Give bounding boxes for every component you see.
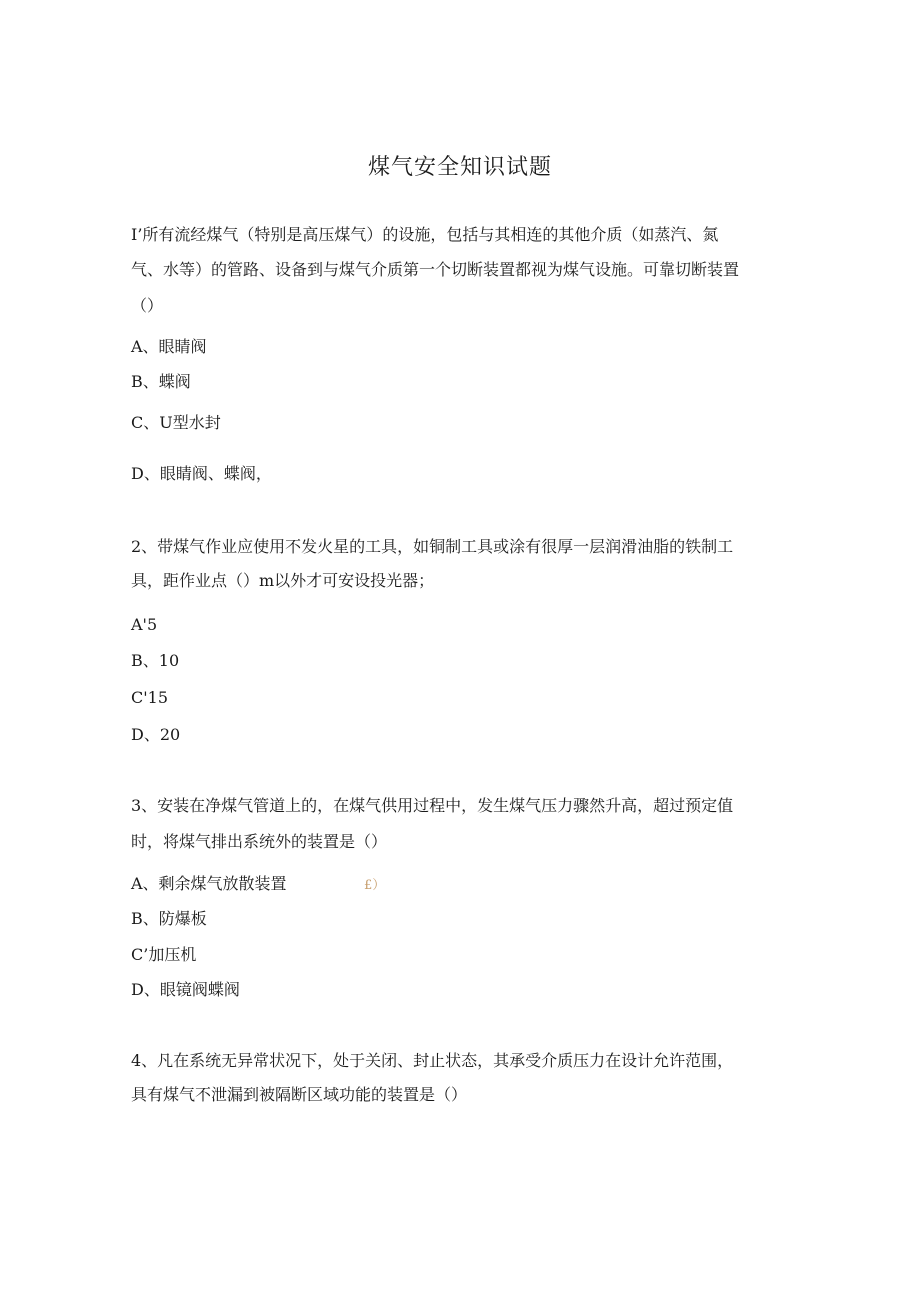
question-1-option-d: D、眼睛阀、蝶阀， (131, 464, 272, 483)
question-2-option-a: A'5 (131, 615, 158, 634)
question-3-option-b: B、防爆板 (131, 909, 207, 928)
question-1-option-b: B、蝶阀 (131, 372, 191, 391)
question-2-stem-line-2: 具，距作业点（）m以外才可安设投光器； (131, 571, 435, 590)
question-1-stem-line-3: （） (131, 296, 164, 315)
question-1-stem-line-2: 气、水等）的管路、设备到与煤气介质第一个切断装置都视为煤气设施。可靠切断装置 (131, 260, 740, 279)
question-2-stem-line-1: 2、带煤气作业应使用不发火星的工具，如铜制工具或涂有很厚一层润滑油脂的铁制工 (131, 537, 734, 556)
question-3-option-c: C’加压机 (131, 945, 197, 964)
question-2-option-c: C'15 (131, 688, 168, 707)
question-2-option-d: D、20 (131, 725, 181, 744)
question-4-stem-line-2: 具有煤气不泄漏到被隔断区域功能的装置是（） (131, 1085, 468, 1104)
question-3-stem-line-2: 时，将煤气排出系统外的装置是（） (131, 832, 388, 851)
question-3-option-a: A、剩余煤气放散装置 (131, 874, 287, 893)
question-3-stem-line-1: 3、安装在净煤气管道上的，在煤气供用过程中，发生煤气压力骤然升高，超过预定值 (131, 796, 734, 815)
question-1-option-a: A、眼睛阀 (131, 337, 207, 356)
question-3-option-d: D、眼镜阀蝶阀 (131, 980, 240, 999)
question-1-stem-line-1: I’所有流经煤气（特别是高压煤气）的设施，包括与其相连的其他介质（如蒸汽、氮 (131, 225, 719, 244)
question-2-option-b: B、10 (131, 651, 180, 670)
question-1-option-c: C、U型水封 (131, 413, 221, 432)
question-4-stem-line-1: 4、凡在系统无异常状况下，处于关闭、封止状态，其承受介质压力在设计允许范围， (131, 1051, 734, 1070)
page-title: 煤气安全知识试题 (367, 155, 552, 180)
question-3-mark: £） (364, 878, 386, 893)
